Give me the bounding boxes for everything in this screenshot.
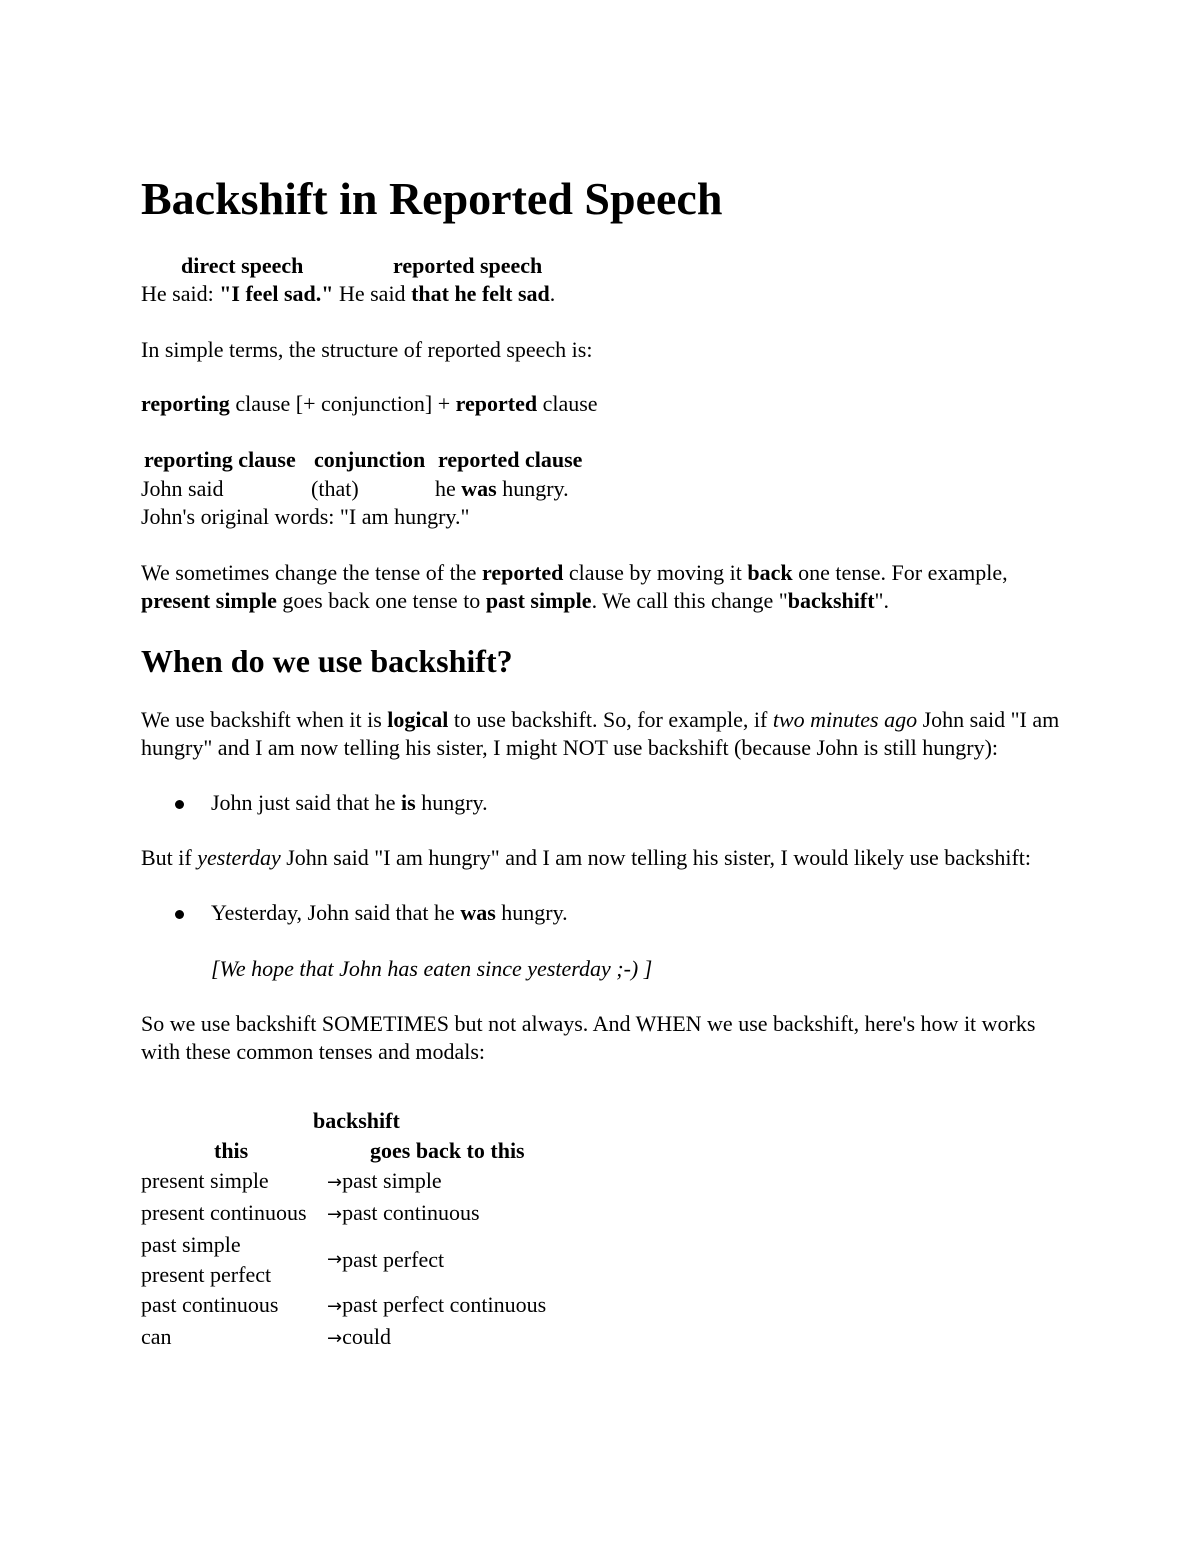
arrow-icon: → [327,1249,343,1270]
direct-speech-header: direct speech [181,253,304,278]
tense-from: can [141,1324,172,1349]
clause-header-conjunction: conjunction [314,447,426,472]
speech-prefix: He said: [141,281,220,306]
tense-to: →could [327,1324,391,1349]
tense-to: →past perfect continuous [327,1292,547,1317]
direct-quote: "I feel sad." [219,281,334,306]
page-title: Backshift in Reported Speech [141,173,723,224]
tense-from: present continuous [141,1200,307,1225]
tense-from: past simple [141,1232,241,1257]
speech-column-headers [141,252,1061,280]
header-this: this [214,1138,249,1163]
tense-to: →past simple [327,1168,442,1193]
list-item: Yesterday, John said that he was hungry. [141,899,1061,927]
tense-from: present simple [141,1168,269,1193]
example-list-1 [141,789,1061,817]
formula-end: clause [537,391,598,416]
tense-from: present perfect [141,1262,272,1287]
clause-cell-conjunction: (that) [311,476,359,501]
sometimes-paragraph: So we use backshift SOMETIMES but not always. And WHEN we use backshift, here's how it works with these common tenses and modals: [141,1011,1036,1064]
speech-end: . [549,281,556,306]
formula-mid: clause [+ conjunction] + [229,391,456,416]
clause-cell-reported: he was hungry. [435,476,569,501]
tense-to: → past perfect [327,1230,1061,1290]
italic-note: [We hope that John has eaten since yesterday ;-) ] [211,956,653,981]
table-row-merged [141,1230,1061,1290]
backshift-table-header [141,1136,1061,1166]
table-row [141,1322,1061,1354]
backshift-intro-paragraph: We sometimes change the tense of the reported clause by moving it back one tense. For example, present simple goes back one tense to past simple. We call this change "backshift". [141,560,1008,613]
list-item: John just said that he is hungry. [141,789,1061,817]
tense-to: →past continuous [327,1200,480,1225]
formula-reporting: reporting [141,391,230,416]
table-row [141,1198,1061,1230]
yesterday-paragraph: But if yesterday John said "I am hungry" and I am now telling his sister, I would likely use backshift: [141,845,1032,870]
formula-reported: reported [455,391,538,416]
speech-mid: He said [333,281,412,306]
speech-example-line [141,280,1061,308]
original-words: John's original words: "I am hungry." [141,504,470,529]
clause-table-row [141,474,1061,503]
logical-paragraph: We use backshift when it is logical to use backshift. So, for example, if two minutes ago John said "I am hungry" and I am now telling his sister, I might NOT use backshift (because John is still hungry): [141,707,1060,760]
header-goes-back: goes back to this [370,1138,525,1163]
structure-formula [141,390,1061,418]
clause-cell-reporting: John said [141,476,224,501]
tense-from-group [141,1230,327,1290]
document-content [141,168,1061,1354]
arrow-icon: → [327,1328,343,1349]
reported-phrase: that he felt sad [411,281,550,306]
backshift-table [141,1106,1061,1354]
arrow-icon: → [327,1204,343,1225]
backshift-table-title: backshift [313,1108,400,1133]
section-heading: When do we use backshift? [141,643,513,679]
arrow-icon: → [327,1296,343,1317]
structure-intro: In simple terms, the structure of reported speech is: [141,337,593,362]
clause-header-reported: reported clause [438,447,583,472]
tense-from: past continuous [141,1292,279,1317]
table-row [141,1290,1061,1322]
arrow-icon: → [327,1172,343,1193]
clause-header-reporting: reporting clause [144,447,296,472]
clause-table-header [141,445,1061,474]
table-row [141,1166,1061,1198]
example-list-2 [141,899,1061,927]
reported-speech-header: reported speech [393,253,543,278]
